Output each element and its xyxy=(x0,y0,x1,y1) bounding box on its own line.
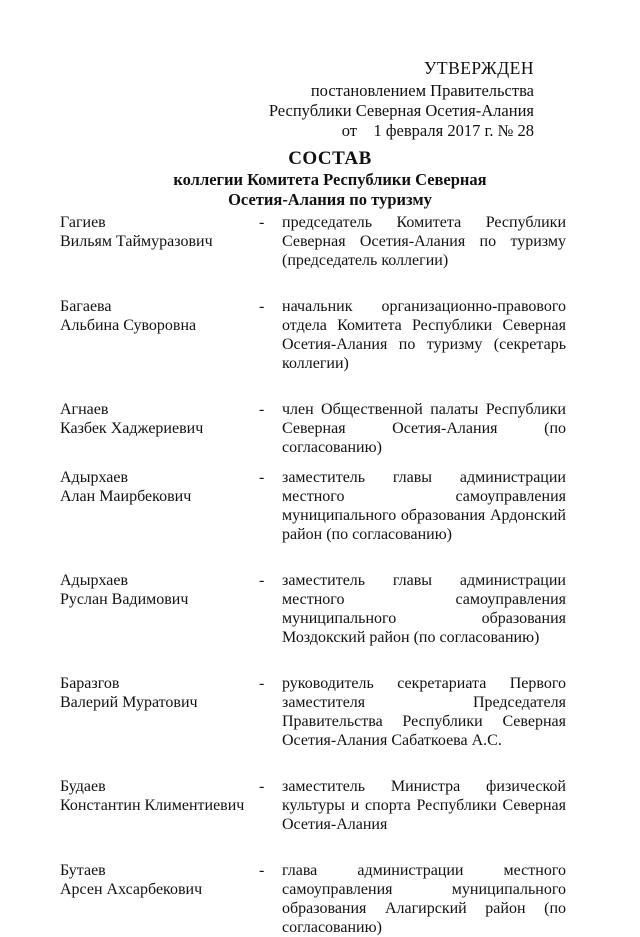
member-surname: Агнаев xyxy=(60,401,109,418)
member-given-names: Вильям Таймуразович xyxy=(60,233,213,250)
document-heading xyxy=(0,148,640,210)
member-name xyxy=(60,400,250,438)
member-name xyxy=(60,571,250,609)
member-surname: Баразгов xyxy=(60,675,120,692)
member-dash: - xyxy=(259,214,265,231)
member-surname: Гагиев xyxy=(60,214,106,231)
member-dash: - xyxy=(259,572,265,589)
member-entry xyxy=(60,571,566,647)
member-entry xyxy=(60,213,566,270)
member-dash: - xyxy=(259,862,265,879)
member-role: член Общественной палаты Республики Северная Осетия-Алания (по согласованию) xyxy=(282,401,566,456)
member-entry xyxy=(60,777,566,834)
member-role: председатель Комитета Республики Северная Осетия-Алания по туризму (председатель коллегии) xyxy=(282,214,566,269)
member-given-names: Валерий Муратович xyxy=(60,694,198,711)
member-entry xyxy=(60,674,566,750)
member-given-names: Казбек Хаджериевич xyxy=(60,420,204,437)
member-name xyxy=(60,777,250,815)
member-role: заместитель главы администрации местного самоуправления муниципального образования Ардонский район (по согласованию) xyxy=(282,469,566,543)
member-role: глава администрации местного самоуправления муниципального образования Алагирский район (по согласованию) xyxy=(282,862,566,936)
member-dash: - xyxy=(259,469,265,486)
member-entry xyxy=(60,861,566,937)
heading-subtitle-line-1: коллегии Комитета Республики Северная xyxy=(173,170,487,189)
members-list xyxy=(60,213,566,937)
member-entry xyxy=(60,400,566,457)
member-entry xyxy=(60,297,566,373)
member-surname: Адырхаев xyxy=(60,469,128,486)
member-dash: - xyxy=(259,401,265,418)
member-name xyxy=(60,674,250,712)
member-given-names: Руслан Вадимович xyxy=(60,591,189,608)
approval-line-2: Республики Северная Осетия-Алания xyxy=(268,101,534,120)
member-entry xyxy=(60,468,566,544)
member-name xyxy=(60,297,250,335)
approval-status: УТВЕРЖДЕН xyxy=(423,58,534,78)
member-name xyxy=(60,213,250,251)
heading-subtitle-line-2: Осетия-Алания по туризму xyxy=(228,190,432,209)
member-dash: - xyxy=(259,675,265,692)
approval-line-3: от 1 февраля 2017 г. № 28 xyxy=(341,121,534,140)
member-role: заместитель главы администрации местного самоуправления муниципального образования Моздокский район (по согласованию) xyxy=(282,572,566,646)
member-role: руководитель секретариата Первого заместителя Председателя Правительства Республики Северная Осетия-Алания Сабаткоева А.С. xyxy=(282,675,566,749)
member-dash: - xyxy=(259,778,265,795)
member-role: начальник организационно-правового отдела Комитета Республики Северная Осетия-Алания по туризму (секретарь коллегии) xyxy=(282,298,566,372)
member-dash: - xyxy=(259,298,265,315)
member-surname: Будаев xyxy=(60,778,106,795)
member-name xyxy=(60,468,250,506)
approval-block xyxy=(269,58,534,141)
member-surname: Бутаев xyxy=(60,862,106,879)
member-surname: Адырхаев xyxy=(60,572,128,589)
member-given-names: Алан Маирбекович xyxy=(60,488,192,505)
member-given-names: Константин Климентиевич xyxy=(60,797,245,814)
approval-line-1: постановлением Правительства xyxy=(310,81,534,100)
heading-title: СОСТАВ xyxy=(288,148,372,169)
member-name xyxy=(60,861,250,899)
member-surname: Багаева xyxy=(60,298,112,315)
member-given-names: Арсен Ахсарбекович xyxy=(60,881,203,898)
member-role: заместитель Министра физической культуры и спорта Республики Северная Осетия-Алания xyxy=(282,778,566,833)
member-given-names: Альбина Суворовна xyxy=(60,317,197,334)
